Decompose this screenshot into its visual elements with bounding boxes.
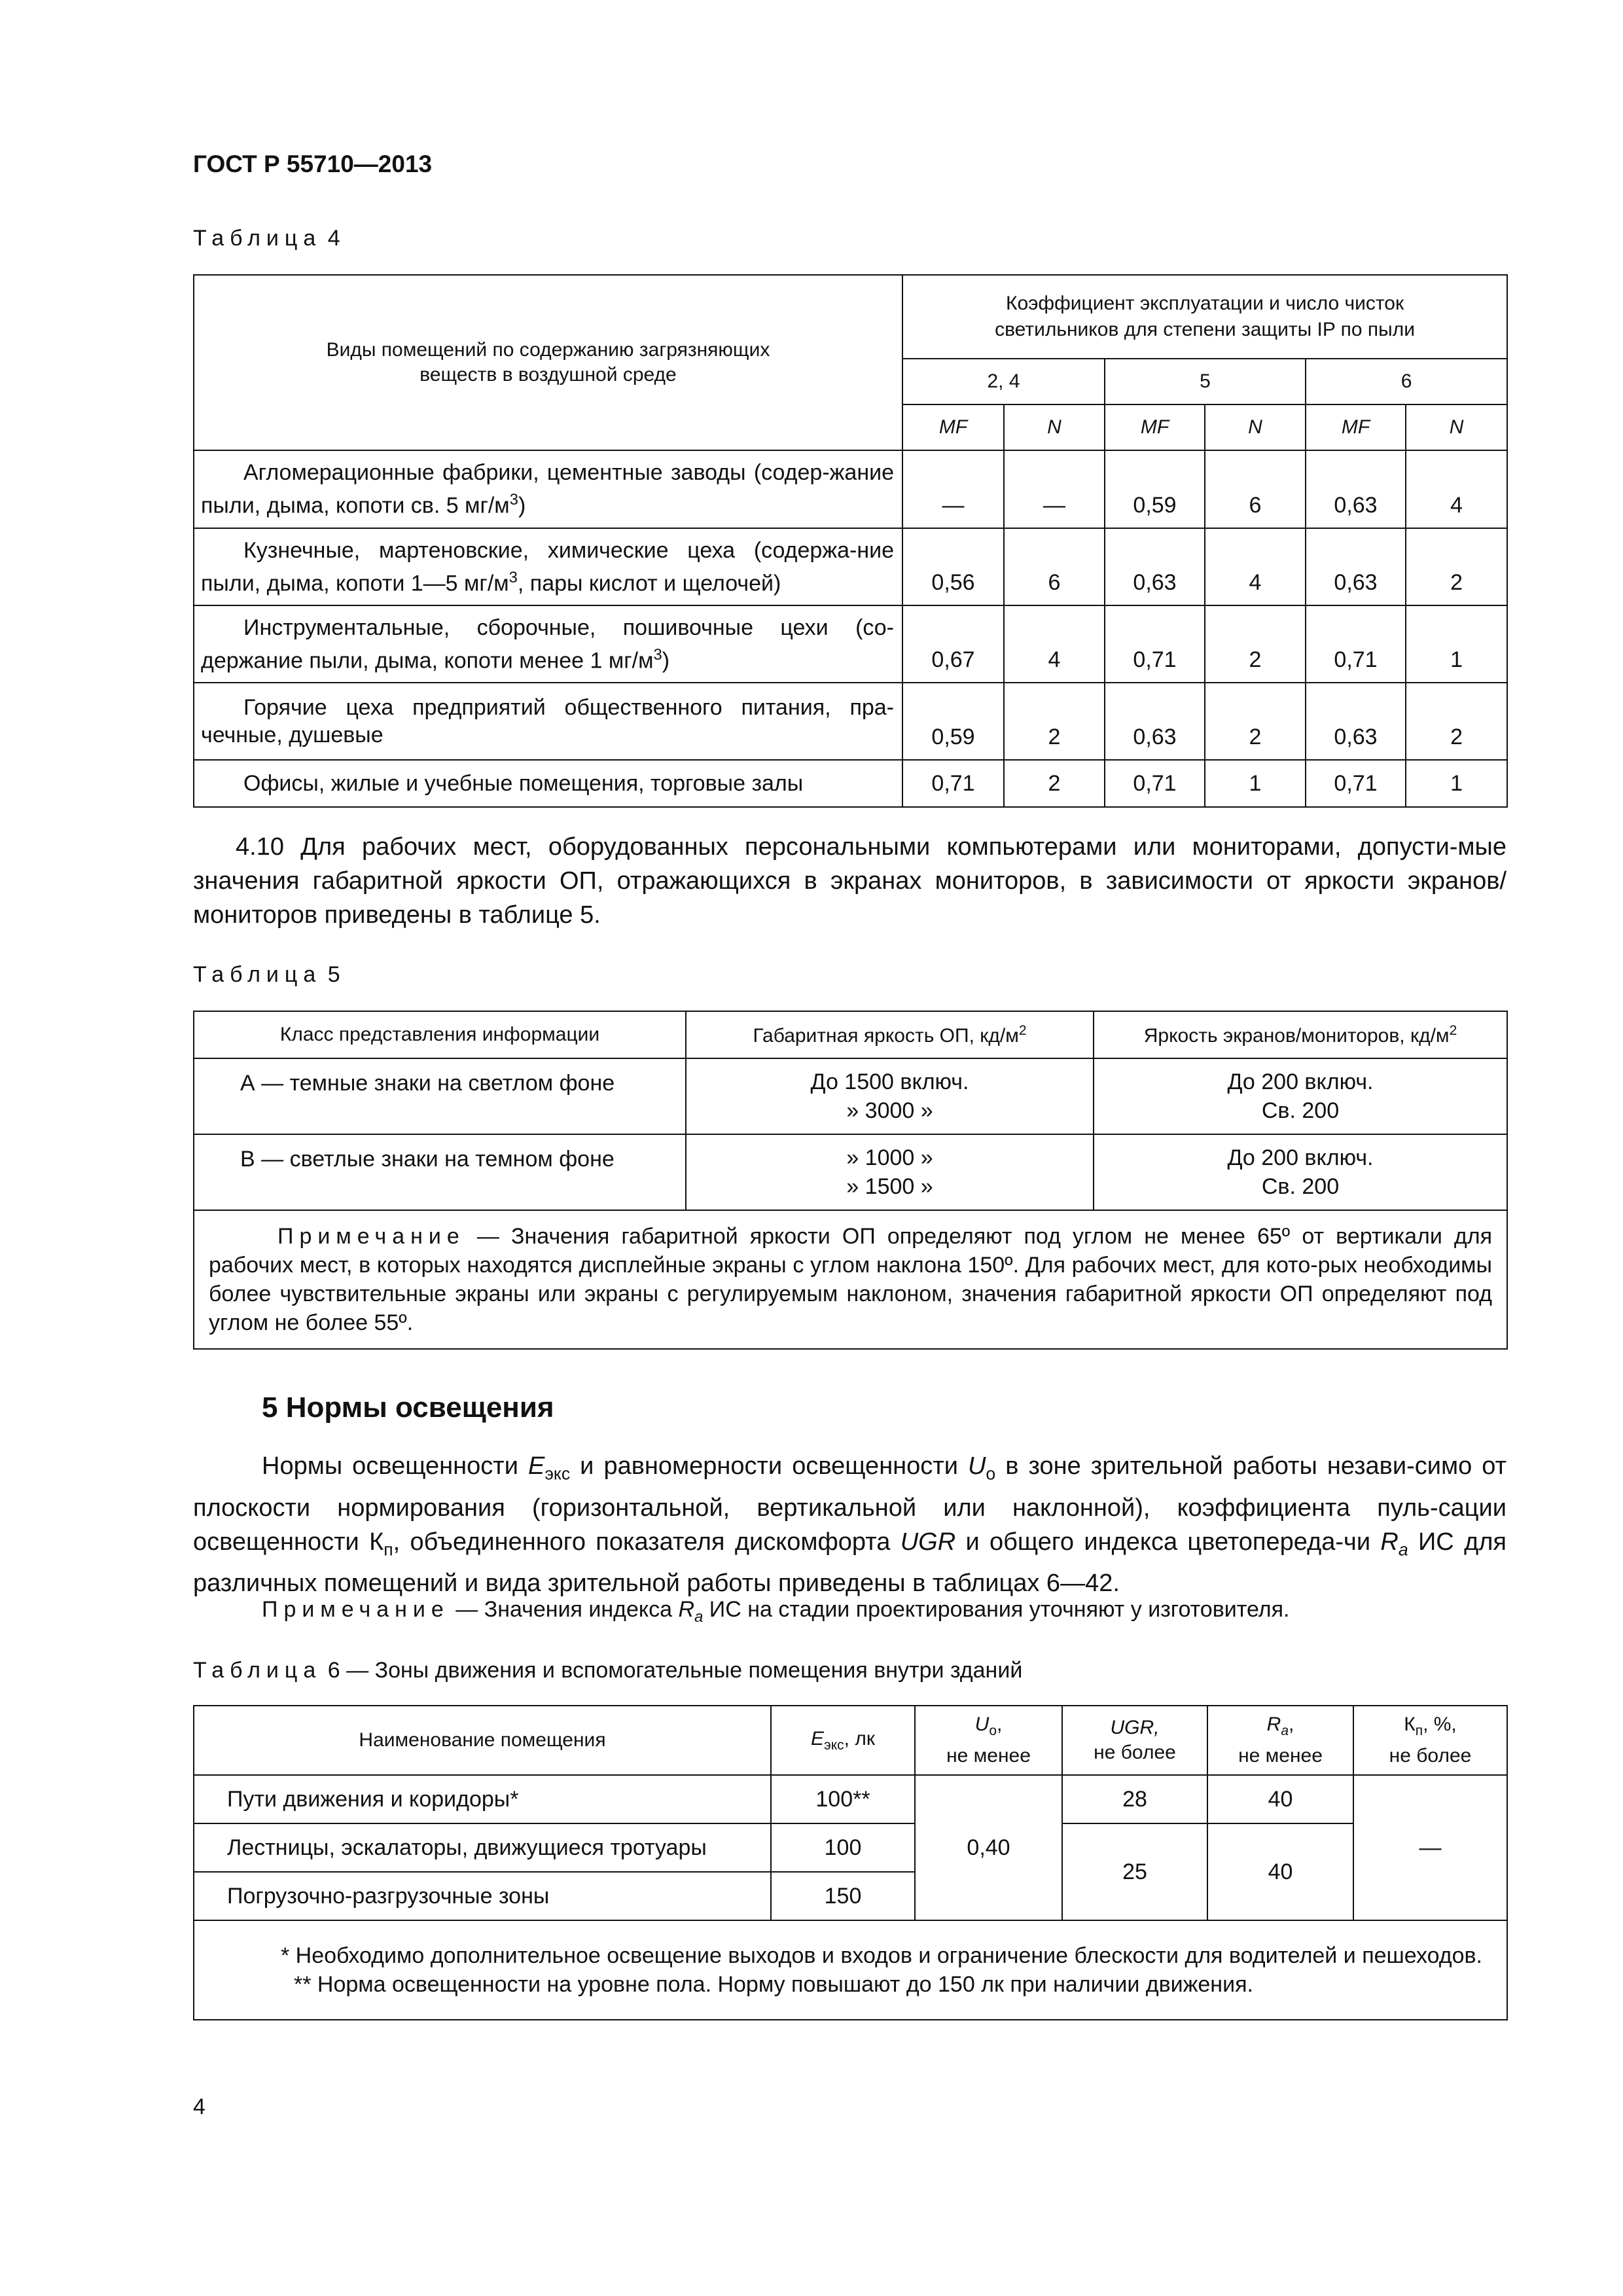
paragraph-4-10: 4.10 Для рабочих мест, оборудованных персональными компьютерами или мониторами, допусти-мые значения габаритной яркости ОП, отражающихся в экранах мониторов, в зависимости от яркости экранов/мониторов приведены в таблице 5. bbox=[193, 833, 1507, 929]
table4-cell: 4 bbox=[1406, 450, 1507, 528]
table5-class-b: В — светлые знаки на темном фоне bbox=[194, 1134, 686, 1210]
table4-cell: 1 bbox=[1406, 605, 1507, 683]
table4-cell: 2 bbox=[1205, 605, 1306, 683]
table6-header-R: $R_a$, не менее bbox=[1207, 1706, 1353, 1775]
table-row bbox=[194, 1058, 1507, 1134]
table5-caption-num: 5 bbox=[327, 962, 340, 987]
table4-cell: 1 bbox=[1406, 760, 1507, 807]
table4-cell: 2 bbox=[1205, 683, 1306, 760]
table6-caption-word: Таблица bbox=[193, 1658, 322, 1683]
table6-UGR-value: 25 bbox=[1062, 1823, 1207, 1920]
table6-U-value: 0,40 bbox=[915, 1775, 1062, 1920]
table-row bbox=[194, 1775, 1507, 1823]
section-5-note: Примечание — Значения индекса $R_a$ ИС на стадии проектирования уточняют у изготовителя. bbox=[262, 1597, 1290, 1626]
note-label: Примечание bbox=[262, 1597, 450, 1622]
table-row bbox=[194, 1823, 1507, 1872]
table4-cell: 1 bbox=[1205, 760, 1306, 807]
table6-header-U: $U_о$, не менее bbox=[915, 1706, 1062, 1775]
table4-cell: 0,59 bbox=[902, 683, 1004, 760]
table-row bbox=[194, 1134, 1507, 1210]
table5-screen-a: До 200 включ. Св. 200 bbox=[1094, 1058, 1507, 1134]
table4-cell: — bbox=[902, 450, 1004, 528]
table4-cell: — bbox=[1004, 450, 1105, 528]
table4-sub-mf: MF bbox=[902, 404, 1004, 450]
table4-cell: 2 bbox=[1406, 683, 1507, 760]
table5-luminance-b: » 1000 » » 1500 » bbox=[686, 1134, 1094, 1210]
table6-header-K: $К_п$, %, не более bbox=[1353, 1706, 1507, 1775]
page-number: 4 bbox=[193, 2094, 205, 2119]
table5-header-class: Класс представления информации bbox=[194, 1011, 686, 1058]
table4-cell: 0,63 bbox=[1306, 683, 1406, 760]
table4-cell: 0,63 bbox=[1306, 450, 1406, 528]
table4-header-group: Коэффициент эксплуатации и число чисток светильников для степени защиты IP по пыли bbox=[902, 275, 1507, 359]
section-5-paragraph: Нормы освещенности $E_{экс}$ и равномерности освещенности $U_о$ в зоне зрительной работы незави-симо от плоскости нормирования (горизонтальной, вертикальной или наклонной), коэффициента пуль-сации освещенности $К_п$, объединенного показателя дискомфорта UGR и общего индекса цветопереда-чи $R_a$ ИС для различных помещений и вида зрительной работы приведены в таблицах 6—42. bbox=[193, 1452, 1507, 1598]
table4-caption-num: 4 bbox=[327, 226, 340, 251]
table4-cell: 0,63 bbox=[1306, 528, 1406, 605]
table6-K-value: — bbox=[1353, 1775, 1507, 1920]
note-label: Примечание bbox=[277, 1224, 465, 1249]
table6-E-value: 100** bbox=[771, 1775, 915, 1823]
table6-E-value: 100 bbox=[771, 1823, 915, 1872]
table4-sub-n: N bbox=[1004, 404, 1105, 450]
table4-cell: 4 bbox=[1205, 528, 1306, 605]
table6-room-name: Погрузочно-разгрузочные зоны bbox=[194, 1872, 771, 1920]
table4-ip-class: 6 bbox=[1306, 359, 1507, 404]
table-row bbox=[194, 683, 1507, 760]
table4-sub-n: N bbox=[1406, 404, 1507, 450]
table6-room-name: Лестницы, эскалаторы, движущиеся тротуары bbox=[194, 1823, 771, 1872]
table4-cell: 0,71 bbox=[1306, 760, 1406, 807]
table4-ip-class: 2, 4 bbox=[902, 359, 1105, 404]
table5-note: Примечание — Значения габаритной яркости ОП определяют под углом не менее 65º от вертикали для рабочих мест, в которых находятся дисплейные экраны с углом наклона 150º. Для рабочих мест, для кото-рых необходимы более чувствительные экраны или экраны с регулируемым наклоном, значения габаритной яркости ОП определяют под углом не более 55º. bbox=[194, 1210, 1507, 1349]
table-row bbox=[194, 528, 1507, 605]
table6-footnote-1: * Необходимо дополнительное освещение выходов и входов и ограничение блескости для водителей и пешеходов. bbox=[281, 1943, 1482, 1968]
table-row bbox=[194, 605, 1507, 683]
table4-sub-mf: MF bbox=[1306, 404, 1406, 450]
table4-room-name: Горячие цеха предприятий общественного питания, пра-чечные, душевые bbox=[194, 683, 902, 760]
table4-room-name: Агломерационные фабрики, цементные заводы (содер-жание пыли, дыма, копоти св. 5 $мг/м^3$) bbox=[194, 450, 902, 528]
table4-sub-n: N bbox=[1205, 404, 1306, 450]
table6-caption bbox=[193, 1658, 1022, 1683]
table6-E-value: 150 bbox=[771, 1872, 915, 1920]
table4-room-name: Офисы, жилые и учебные помещения, торговые залы bbox=[194, 760, 902, 807]
table4-cell: 0,71 bbox=[1105, 760, 1205, 807]
table6-caption-rest: 6 — Зоны движения и вспомогательные помещения внутри зданий bbox=[327, 1658, 1023, 1683]
table4-cell: 6 bbox=[1205, 450, 1306, 528]
section-5-heading: 5 Нормы освещения bbox=[262, 1391, 554, 1424]
table4-cell: 2 bbox=[1406, 528, 1507, 605]
table4-cell: 2 bbox=[1004, 760, 1105, 807]
table-4 bbox=[193, 274, 1508, 808]
table4-caption-word: Таблица bbox=[193, 226, 322, 251]
table6-footnote-2: ** Норма освещенности на уровне пола. Норму повышают до 150 лк при наличии движения. bbox=[294, 1972, 1253, 1997]
table5-header-luminance: Габаритная яркость ОП, $кд/м^2$ bbox=[686, 1011, 1094, 1058]
table4-cell: 0,71 bbox=[1306, 605, 1406, 683]
table5-screen-b: До 200 включ. Св. 200 bbox=[1094, 1134, 1507, 1210]
table5-caption bbox=[193, 962, 340, 988]
table4-cell: 2 bbox=[1004, 683, 1105, 760]
table4-cell: 4 bbox=[1004, 605, 1105, 683]
table6-header-E: $E_{экс}$, лк bbox=[771, 1706, 915, 1775]
table4-cell: 6 bbox=[1004, 528, 1105, 605]
table6-room-name: Пути движения и коридоры* bbox=[194, 1775, 771, 1823]
table4-ip-class: 5 bbox=[1105, 359, 1306, 404]
table4-cell: 0,63 bbox=[1105, 683, 1205, 760]
table5-class-a: А — темные знаки на светлом фоне bbox=[194, 1058, 686, 1134]
table4-room-name: Инструментальные, сборочные, пошивочные цехи (со-держание пыли, дыма, копоти менее 1 $мг/м^3$) bbox=[194, 605, 902, 683]
table4-cell: 0,63 bbox=[1105, 528, 1205, 605]
table4-sub-mf: MF bbox=[1105, 404, 1205, 450]
table4-cell: 0,59 bbox=[1105, 450, 1205, 528]
table4-cell: 0,71 bbox=[1105, 605, 1205, 683]
table4-cell: 0,67 bbox=[902, 605, 1004, 683]
table6-R-value: 40 bbox=[1207, 1823, 1353, 1920]
table6-header-UGR: UGR, не более bbox=[1062, 1706, 1207, 1775]
table4-cell: 0,56 bbox=[902, 528, 1004, 605]
table6-header-name: Наименование помещения bbox=[194, 1706, 771, 1775]
table6-R-value: 40 bbox=[1207, 1775, 1353, 1823]
table4-cell: 0,71 bbox=[902, 760, 1004, 807]
table6-footnotes bbox=[194, 1920, 1507, 2020]
table4-caption bbox=[193, 226, 340, 251]
table5-luminance-a: До 1500 включ. » 3000 » bbox=[686, 1058, 1094, 1134]
table5-header-screen: Яркость экранов/мониторов, $кд/м^2$ bbox=[1094, 1011, 1507, 1058]
table6-UGR-value: 28 bbox=[1062, 1775, 1207, 1823]
table4-header-room: Виды помещений по содержанию загрязняющих веществ в воздушной среде bbox=[194, 275, 902, 450]
table4-room-name: Кузнечные, мартеновские, химические цеха (содержа-ние пыли, дыма, копоти 1—5 $мг/м^3$, пары кислот и щелочей) bbox=[194, 528, 902, 605]
table-6 bbox=[193, 1705, 1508, 2020]
table-5 bbox=[193, 1011, 1508, 1350]
table-row bbox=[194, 450, 1507, 528]
standard-designation: ГОСТ Р 55710—2013 bbox=[193, 151, 433, 177]
table-row bbox=[194, 760, 1507, 807]
table5-caption-word: Таблица bbox=[193, 962, 322, 987]
